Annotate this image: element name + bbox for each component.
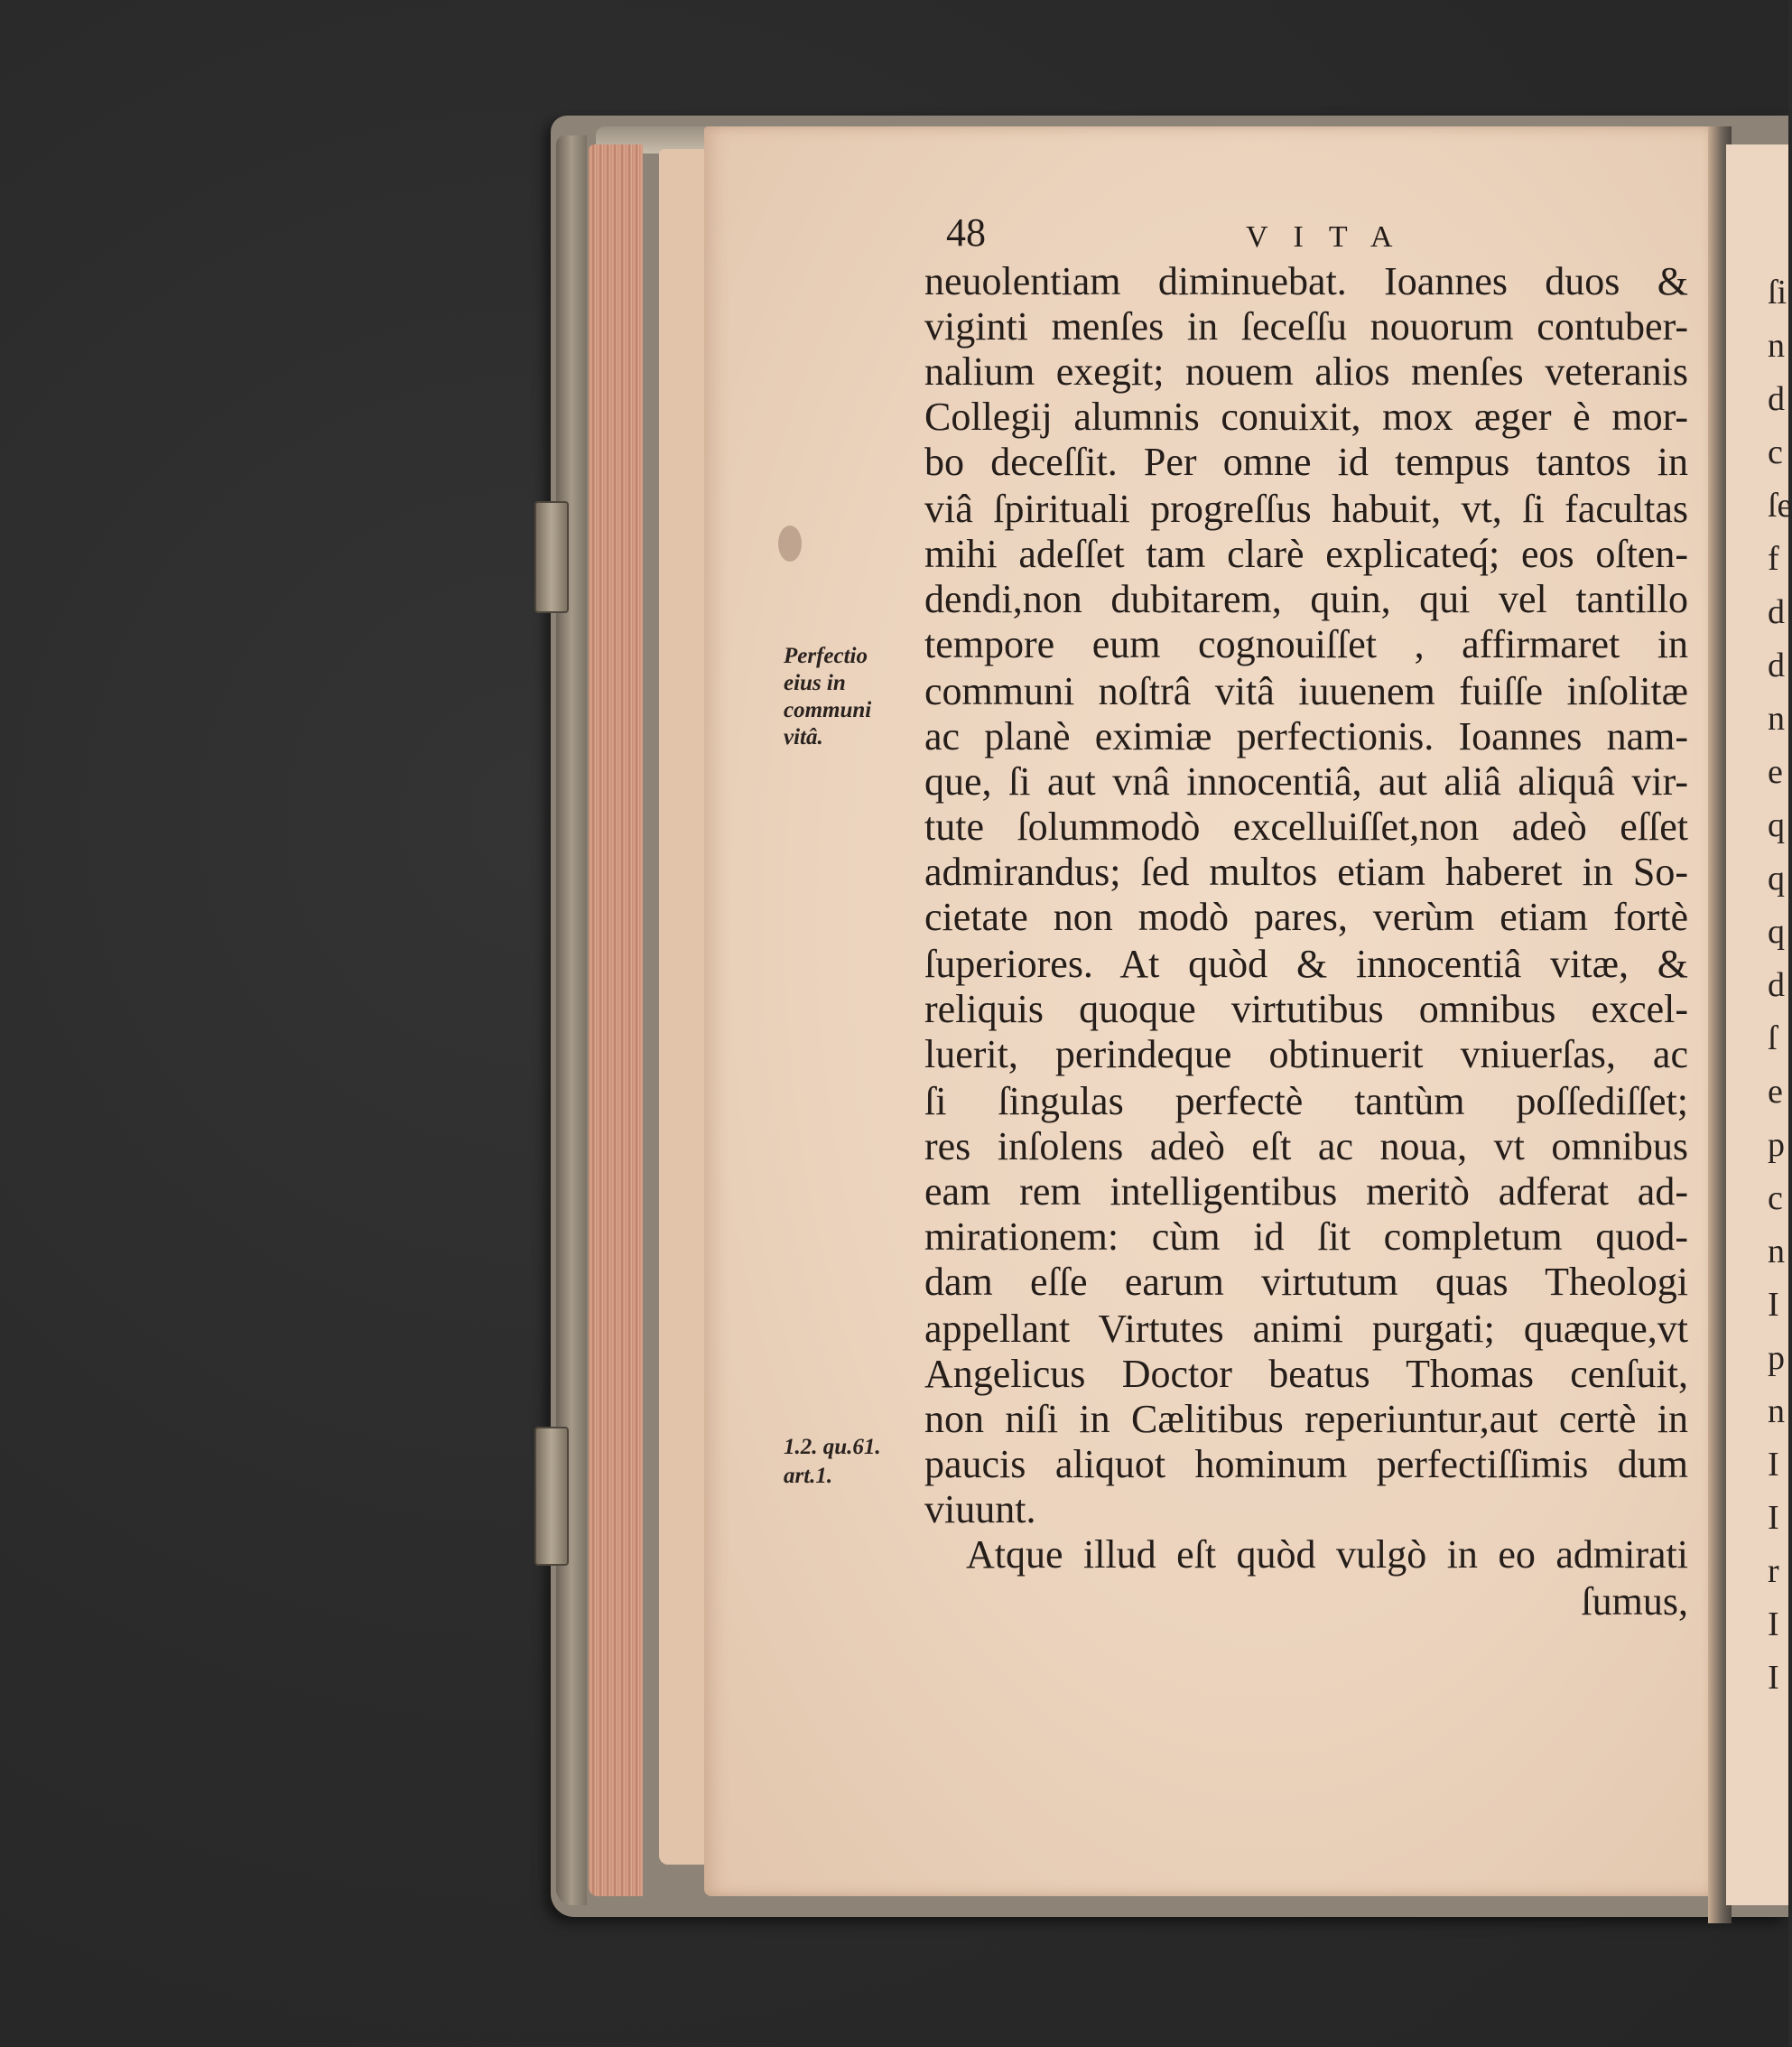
facing-line-start: n xyxy=(1768,700,1785,738)
text-line: ſuperiores. At quòd & innocentiâ vitæ, & xyxy=(924,942,1688,986)
margin-note-line: eius in xyxy=(784,671,846,695)
facing-line-start: e xyxy=(1768,753,1783,791)
text-line: admirandus; ſed multos etiam haberet in So- xyxy=(924,850,1688,894)
facing-line-start: d xyxy=(1768,380,1785,418)
facing-line-start: p xyxy=(1768,1126,1785,1164)
facing-line-start: ſe xyxy=(1768,487,1792,525)
text-line: paucis aliquot hominum perfectiſſimis dum xyxy=(924,1442,1688,1486)
facing-line-start: e xyxy=(1768,1073,1783,1111)
text-line: nalium exegit; nouem alios menſes veteranis xyxy=(924,349,1688,394)
text-line: viginti menſes in ſeceſſu nouorum contuber- xyxy=(924,304,1688,349)
text-line: cietate non modò pares, verùm etiam fortè xyxy=(924,895,1688,939)
facing-line-start: r xyxy=(1768,1552,1779,1590)
text-line: ſumus, xyxy=(1581,1579,1688,1624)
text-line: que, ſi aut vnâ innocentiâ, aut aliâ aliquâ vir- xyxy=(924,759,1688,804)
text-line: luerit, perindeque obtinuerit vniuerſas, ac xyxy=(924,1032,1688,1076)
facing-line-start: p xyxy=(1768,1339,1785,1377)
text-line: bo deceſſit. Per omne id tempus tantos in xyxy=(924,440,1688,484)
text-line: communi noſtrâ vitâ iuuenem fuiſſe inſolitæ xyxy=(924,669,1688,713)
facing-line-start: I xyxy=(1768,1286,1779,1324)
facing-line-start: c xyxy=(1768,1179,1783,1217)
running-title: VITA xyxy=(1246,220,1418,254)
text-line: mihi adeſſet tam clarè explicateq́; eos oſten- xyxy=(924,532,1688,576)
facing-line-start: q xyxy=(1768,913,1785,951)
text-line: appellant Virtutes animi purgati; quæque,vt xyxy=(924,1307,1688,1351)
facing-line-start: d xyxy=(1768,647,1785,684)
text-line: res inſolens adeò eſt ac noua, vt omnibus xyxy=(924,1124,1688,1168)
margin-note-line: vitâ. xyxy=(784,725,823,749)
top-clasp xyxy=(534,501,569,613)
book-spine-edge xyxy=(556,135,587,1905)
text-line: mirationem: cùm id ſit completum quod- xyxy=(924,1214,1688,1259)
facing-line-start: d xyxy=(1768,593,1785,631)
bottom-clasp xyxy=(534,1427,569,1566)
text-line: non niſi in Cælitibus reperiuntur,aut certè in xyxy=(924,1397,1688,1441)
facing-line-start: c xyxy=(1768,433,1783,471)
page-edges xyxy=(589,144,643,1896)
facing-line-start: ſi xyxy=(1768,274,1787,312)
text-line: dendi,non dubitarem, quin, qui vel tantillo xyxy=(924,577,1688,621)
text-line: viâ ſpirituali progreſſus habuit, vt, ſi facultas xyxy=(924,487,1688,531)
facing-line-start: q xyxy=(1768,806,1785,844)
text-line: Atque illud eſt quòd vulgò in eo admirati xyxy=(966,1532,1688,1577)
text-line: neuolentiam diminuebat. Ioannes duos & xyxy=(924,259,1688,303)
text-line: dam eſſe earum virtutum quas Theologi xyxy=(924,1260,1688,1304)
text-line: reliquis quoque virtutibus omnibus excel- xyxy=(924,987,1688,1031)
margin-note-line: communi xyxy=(784,698,872,722)
facing-line-start: ſ xyxy=(1768,1019,1778,1057)
facing-line-start: I xyxy=(1768,1659,1779,1697)
facing-line-start: q xyxy=(1768,860,1785,898)
text-line: tempore eum cognouiſſet , affirmaret in xyxy=(924,622,1688,666)
text-line: Angelicus Doctor beatus Thomas cenſuit, xyxy=(924,1352,1688,1396)
facing-line-start: d xyxy=(1768,966,1785,1004)
text-line: ac planè eximiæ perfectionis. Ioannes nam- xyxy=(924,714,1688,758)
text-line: eam rem intelligentibus meritò adferat ad- xyxy=(924,1169,1688,1214)
facing-line-start: n xyxy=(1768,1392,1785,1430)
facing-line-start: I xyxy=(1768,1499,1779,1537)
margin-note-line: Perfectio xyxy=(784,644,868,668)
margin-note-line: art.1. xyxy=(784,1464,833,1488)
text-line: viuunt. xyxy=(924,1487,1036,1531)
facing-line-start: n xyxy=(1768,1233,1785,1270)
facing-line-start: n xyxy=(1768,327,1785,365)
text-line: tute ſolummodò excelluiſſet,non adeò eſſet xyxy=(924,805,1688,849)
facing-line-start: f xyxy=(1768,540,1779,578)
text-line: ſi ſingulas perfectè tantùm poſſediſſet; xyxy=(924,1079,1688,1123)
facing-line-start: I xyxy=(1768,1605,1779,1643)
margin-note-line: 1.2. qu.61. xyxy=(784,1435,881,1459)
page-stain xyxy=(778,526,802,562)
facing-line-start: I xyxy=(1768,1446,1779,1484)
text-line: Collegij alumnis conuixit, mox æger è mor- xyxy=(924,395,1688,439)
page-number: 48 xyxy=(946,210,986,255)
